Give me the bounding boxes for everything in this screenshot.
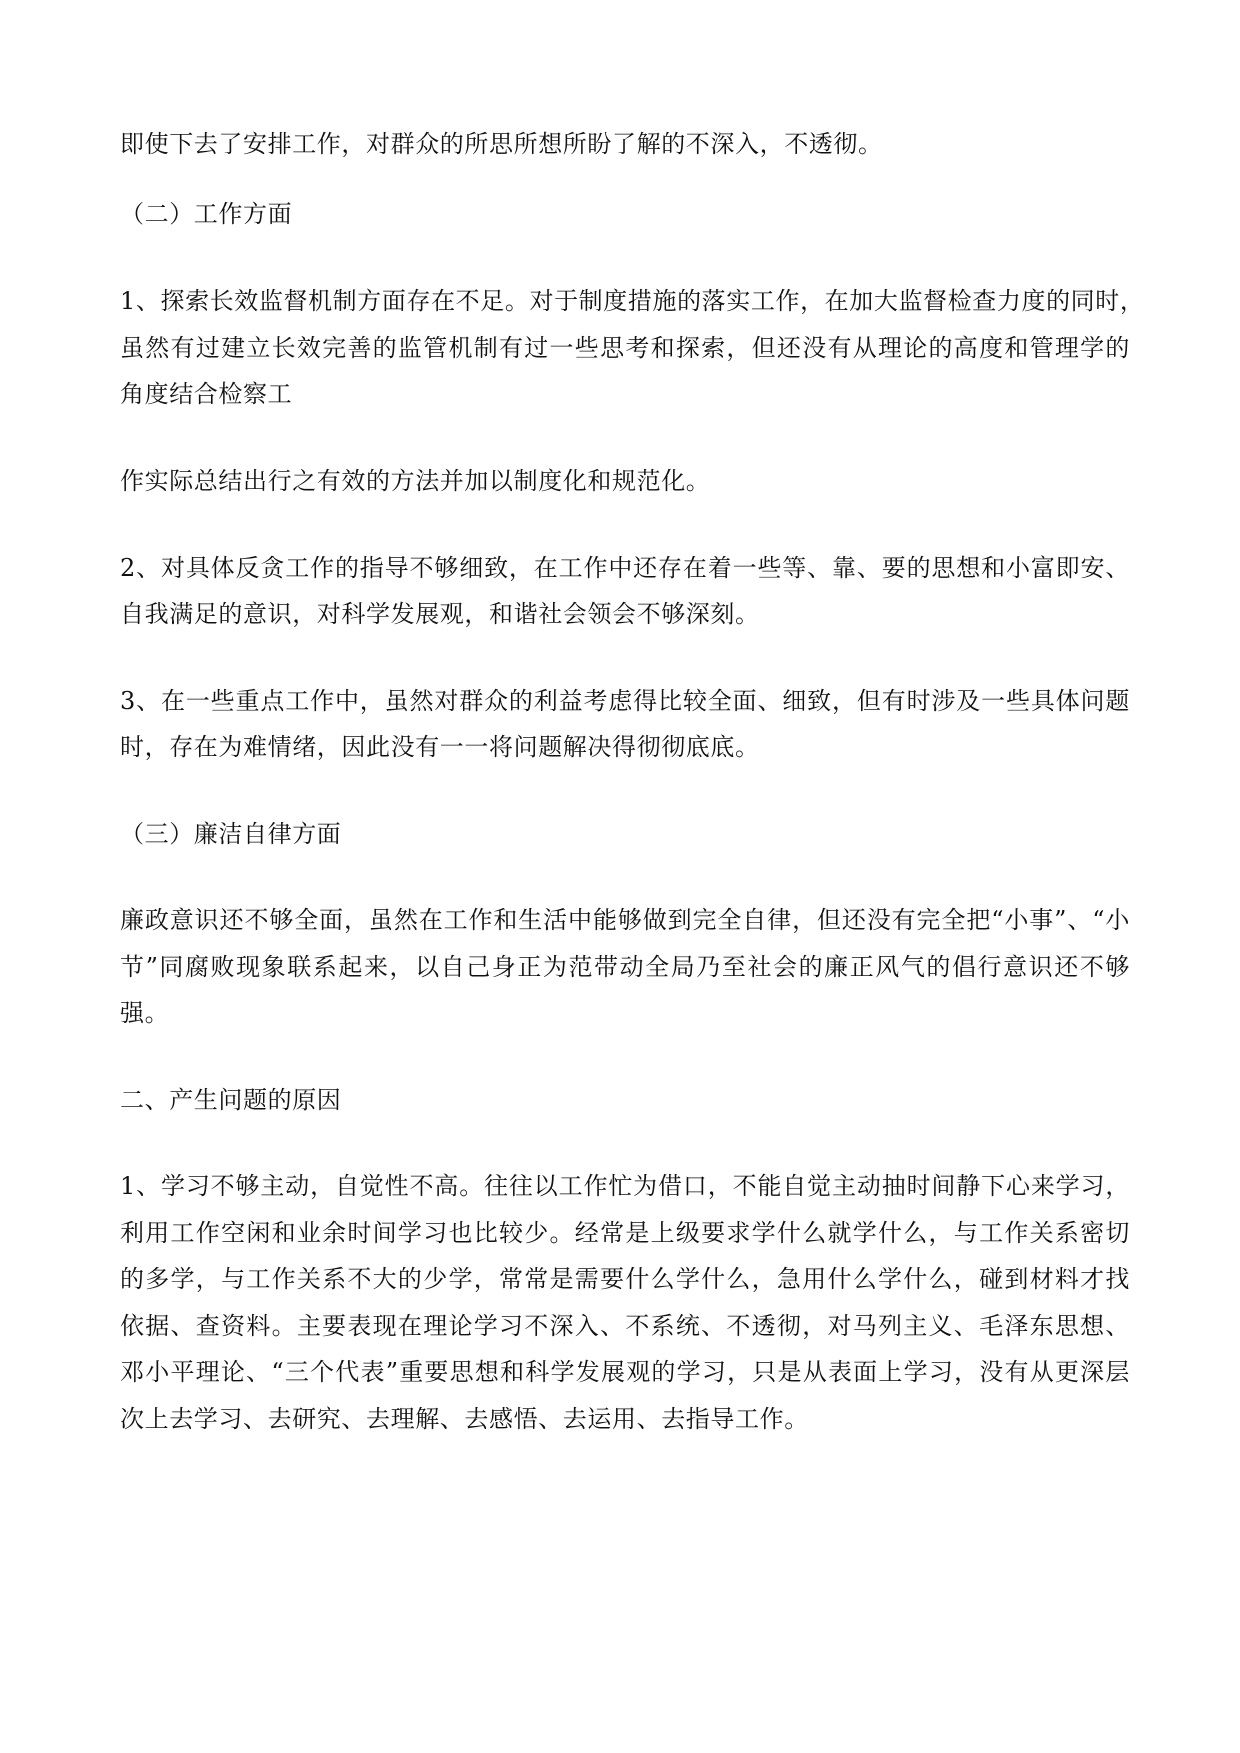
paragraph-line: 次上去学习、去研究、去理解、去感悟、去运用、去指导工作。 <box>120 1405 809 1433</box>
paragraph-line: 作实际总结出行之有效的方法并加以制度化和规范化。 <box>120 467 711 495</box>
paragraph-line: 时，存在为难情绪，因此没有一一将问题解决得彻彻底底。 <box>120 733 760 761</box>
paragraph-line: 1、探索长效监督机制方面存在不足。对于制度措施的落实工作，在加大监督检查力度的同时， <box>120 287 1145 315</box>
paragraph-line: 角度结合检察工 <box>120 380 293 408</box>
paragraph-line: 利用工作空闲和业余时间学习也比较少。经常是上级要求学什么就学什么，与工作关系密切 <box>120 1219 1130 1247</box>
paragraph-line: 依据、查资料。主要表现在理论学习不深入、不系统、不透彻，对马列主义、毛泽东思想、 <box>120 1312 1130 1340</box>
paragraph-line: 强。 <box>120 999 170 1027</box>
paragraph-line: 的多学，与工作关系不大的少学，常常是需要什么学什么，急用什么学什么，碰到材料才找 <box>120 1265 1130 1293</box>
paragraph-line: 廉政意识还不够全面，虽然在工作和生活中能够做到完全自律，但还没有完全把“小事”、“小 <box>120 906 1130 934</box>
section-heading: 二、产生问题的原因 <box>120 1086 342 1114</box>
paragraph-line: 邓小平理论、“三个代表”重要思想和科学发展观的学习，只是从表面上学习，没有从更深层 <box>120 1358 1130 1386</box>
paragraph-line: 1、学习不够主动，自觉性不高。往往以工作忙为借口，不能自觉主动抽时间静下心来学习， <box>120 1172 1130 1200</box>
paragraph-line: 节”同腐败现象联系起来，以自己身正为范带动全局乃至社会的廉正风气的倡行意识还不够 <box>120 953 1130 981</box>
paragraph-line: 自我满足的意识，对科学发展观，和谐社会领会不够深刻。 <box>120 600 760 628</box>
section-heading: （二）工作方面 <box>120 200 293 228</box>
paragraph-line: 3、在一些重点工作中，虽然对群众的利益考虑得比较全面、细致，但有时涉及一些具体问题 <box>120 687 1130 715</box>
paragraph-line: 2、对具体反贪工作的指导不够细致，在工作中还存在着一些等、靠、要的思想和小富即安、 <box>120 554 1130 582</box>
section-heading: （三）廉洁自律方面 <box>120 820 342 848</box>
paragraph-line: 虽然有过建立长效完善的监管机制有过一些思考和探索，但还没有从理论的高度和管理学的 <box>120 334 1130 362</box>
paragraph-line: 即使下去了安排工作，对群众的所思所想所盼了解的不深入，不透彻。 <box>120 130 883 158</box>
